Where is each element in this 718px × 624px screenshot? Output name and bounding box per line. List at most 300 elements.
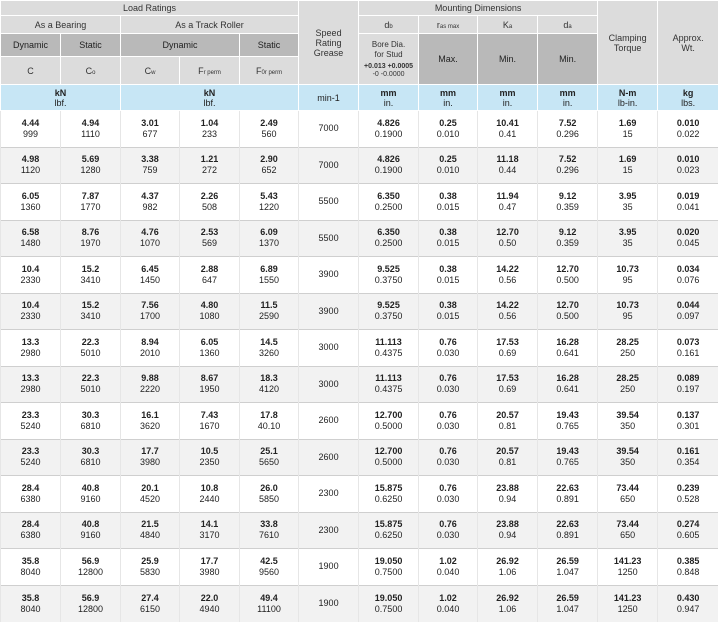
cell-da bbox=[538, 439, 598, 476]
cell-co-imperial: 9160 bbox=[80, 493, 101, 504]
cell-da bbox=[538, 512, 598, 549]
cell-c-imperial: 2330 bbox=[20, 311, 41, 322]
cell-fo-imperial: 3260 bbox=[259, 347, 280, 358]
cell-wt bbox=[658, 585, 718, 622]
cell-fr bbox=[180, 366, 240, 403]
cell-speed: 2300 bbox=[299, 512, 359, 549]
cell-ka bbox=[478, 403, 538, 440]
cell-cw-imperial: 759 bbox=[142, 165, 158, 176]
cell-co-metric: 22.3 bbox=[81, 336, 100, 347]
cell-torque-imperial: 350 bbox=[620, 420, 636, 431]
cell-torque-metric: 141.23 bbox=[613, 555, 642, 566]
cell-wt bbox=[658, 403, 718, 440]
cell-ka-metric: 11.94 bbox=[496, 190, 519, 201]
cell-speed: 7000 bbox=[299, 147, 359, 184]
cell-da-imperial: 1.047 bbox=[556, 603, 579, 614]
cell-c bbox=[1, 330, 61, 367]
cell-c-metric: 35.8 bbox=[21, 592, 40, 603]
cell-fr-metric: 7.43 bbox=[200, 409, 219, 420]
cell-co-metric: 30.3 bbox=[81, 446, 100, 457]
cell-da-metric: 12.70 bbox=[556, 300, 579, 311]
cell-fo-imperial: 5650 bbox=[259, 457, 280, 468]
cell-c bbox=[1, 585, 61, 622]
cell-c-imperial: 6380 bbox=[20, 493, 41, 504]
cell-da-metric: 7.52 bbox=[558, 117, 577, 128]
cell-fo-imperial: 11100 bbox=[257, 603, 281, 614]
cell-da bbox=[538, 330, 598, 367]
cell-speed: 3000 bbox=[299, 366, 359, 403]
cell-ras-imperial: 0.010 bbox=[436, 165, 460, 176]
cell-cw-imperial: 5830 bbox=[139, 566, 161, 577]
cell-ka-metric: 26.92 bbox=[496, 592, 519, 603]
cell-c-metric: 28.4 bbox=[21, 482, 40, 493]
roller-static-header: Static bbox=[240, 34, 299, 57]
cell-fo-imperial: 4120 bbox=[259, 384, 280, 395]
cell-ka-imperial: 0.69 bbox=[498, 347, 517, 358]
cell-c-metric: 23.3 bbox=[21, 409, 40, 420]
cell-cw bbox=[121, 476, 180, 513]
cell-ras-imperial: 0.030 bbox=[436, 457, 460, 468]
cell-da bbox=[538, 147, 598, 184]
table-row bbox=[1, 585, 718, 622]
cell-da-metric: 22.63 bbox=[556, 482, 579, 493]
cell-torque-imperial: 35 bbox=[622, 201, 633, 212]
cell-cw bbox=[121, 111, 180, 148]
cell-wt-metric: 0.137 bbox=[676, 409, 700, 420]
cell-co-metric: 15.2 bbox=[81, 263, 100, 274]
cell-ras-metric: 0.76 bbox=[439, 336, 457, 347]
cell-db bbox=[359, 476, 419, 513]
cell-db-imperial: 0.3750 bbox=[374, 311, 403, 322]
cell-ka bbox=[478, 366, 538, 403]
cell-co-imperial: 12800 bbox=[77, 603, 104, 614]
cell-da-metric: 7.52 bbox=[558, 154, 577, 165]
cell-torque bbox=[598, 439, 658, 476]
mounting-dimensions-header: Mounting Dimensions bbox=[359, 1, 598, 16]
cell-torque-metric: 141.23 bbox=[613, 592, 642, 603]
cell-db-metric: 6.350 bbox=[377, 190, 400, 201]
cell-db-imperial: 0.1900 bbox=[374, 128, 403, 139]
cell-co-imperial: 1970 bbox=[80, 238, 101, 249]
cell-fo-imperial: 5850 bbox=[259, 493, 280, 504]
cell-ka-metric: 17.53 bbox=[496, 373, 519, 384]
cell-ras-metric: 0.38 bbox=[439, 190, 457, 201]
ka-min-header: Min. bbox=[478, 34, 538, 85]
cell-ras-imperial: 0.030 bbox=[436, 384, 460, 395]
cell-c bbox=[1, 512, 61, 549]
cell-c-metric: 6.58 bbox=[21, 227, 40, 238]
cell-ka bbox=[478, 184, 538, 221]
cell-fr-imperial: 4940 bbox=[199, 603, 220, 614]
cell-ka bbox=[478, 330, 538, 367]
cell-ka bbox=[478, 476, 538, 513]
table-row bbox=[1, 330, 718, 367]
cell-c bbox=[1, 257, 61, 294]
cell-db-imperial: 0.1900 bbox=[374, 165, 403, 176]
cell-torque-metric: 28.25 bbox=[616, 373, 639, 384]
cell-ka bbox=[478, 549, 538, 586]
cell-co-imperial: 1280 bbox=[80, 165, 101, 176]
cell-cw-metric: 9.88 bbox=[141, 373, 159, 384]
cell-wt-imperial: 0.161 bbox=[676, 347, 700, 358]
cell-fr-imperial: 1670 bbox=[199, 420, 220, 431]
cell-db-metric: 11.113 bbox=[375, 336, 402, 347]
cell-ka-imperial: 0.81 bbox=[498, 420, 517, 431]
cell-fo bbox=[240, 366, 299, 403]
cell-fo bbox=[240, 293, 299, 330]
cell-wt-imperial: 0.022 bbox=[676, 128, 700, 139]
cell-fr-imperial: 569 bbox=[201, 238, 218, 249]
cell-ras-imperial: 0.030 bbox=[436, 493, 460, 504]
cell-wt-imperial: 0.301 bbox=[676, 420, 700, 431]
cell-c-metric: 35.8 bbox=[21, 555, 40, 566]
cell-fo bbox=[240, 476, 299, 513]
cell-torque bbox=[598, 293, 658, 330]
cell-ras bbox=[419, 476, 478, 513]
cell-cw-imperial: 1450 bbox=[139, 274, 161, 285]
table-row bbox=[1, 549, 718, 586]
cell-co-imperial: 5010 bbox=[80, 384, 101, 395]
cell-co-imperial: 3410 bbox=[80, 311, 101, 322]
cell-fr bbox=[180, 330, 240, 367]
cell-db-metric: 19.050 bbox=[374, 555, 403, 566]
cell-ras bbox=[419, 184, 478, 221]
cell-fr bbox=[180, 220, 240, 257]
cell-ras bbox=[419, 111, 478, 148]
clamping-torque-header: Clamping Torque bbox=[598, 1, 658, 85]
cell-fr-metric: 10.8 bbox=[200, 482, 219, 493]
cell-db bbox=[359, 403, 419, 440]
table-row bbox=[1, 220, 718, 257]
cell-fo-imperial: 652 bbox=[261, 165, 277, 176]
cell-fr bbox=[180, 512, 240, 549]
cell-torque-metric: 10.73 bbox=[616, 300, 639, 311]
cell-c bbox=[1, 549, 61, 586]
cell-fr-imperial: 1080 bbox=[199, 311, 220, 322]
cell-wt bbox=[658, 439, 718, 476]
cell-fr-imperial: 1950 bbox=[199, 384, 220, 395]
cell-c-imperial: 2980 bbox=[20, 347, 41, 358]
cell-ras bbox=[419, 549, 478, 586]
bearing-units: kN lbf. bbox=[1, 85, 121, 111]
cell-c bbox=[1, 366, 61, 403]
cell-ras-metric: 0.76 bbox=[439, 373, 457, 384]
cell-ras bbox=[419, 366, 478, 403]
ras-header: ras max bbox=[419, 16, 478, 34]
cell-c-imperial: 6380 bbox=[20, 530, 41, 541]
weight-units: kg lbs. bbox=[658, 85, 718, 111]
cell-da bbox=[538, 293, 598, 330]
cell-ras-imperial: 0.015 bbox=[436, 311, 460, 322]
speed-rating-header: Speed Rating Grease bbox=[299, 1, 359, 85]
ras-max-header: Max. bbox=[419, 34, 478, 85]
cell-wt-metric: 0.274 bbox=[676, 519, 700, 530]
cell-co-metric: 8.76 bbox=[81, 227, 100, 238]
cell-torque-metric: 3.95 bbox=[618, 190, 637, 201]
cell-ka bbox=[478, 111, 538, 148]
cell-da-imperial: 0.765 bbox=[556, 457, 579, 468]
cell-fr-metric: 2.53 bbox=[200, 227, 219, 238]
cell-ka bbox=[478, 585, 538, 622]
cell-speed: 2300 bbox=[299, 476, 359, 513]
cell-cw-metric: 3.38 bbox=[141, 154, 159, 165]
cell-wt-metric: 0.430 bbox=[676, 592, 700, 603]
cell-speed: 3900 bbox=[299, 293, 359, 330]
cell-db bbox=[359, 330, 419, 367]
cell-wt-imperial: 0.076 bbox=[676, 274, 700, 285]
cell-fo-metric: 25.1 bbox=[260, 446, 278, 457]
cell-co-metric: 4.94 bbox=[81, 117, 100, 128]
cell-cw-metric: 25.9 bbox=[141, 555, 159, 566]
cell-c-metric: 13.3 bbox=[21, 336, 40, 347]
cell-da-imperial: 0.891 bbox=[556, 493, 579, 504]
cell-da-imperial: 0.359 bbox=[556, 201, 579, 212]
cell-torque-imperial: 650 bbox=[620, 530, 636, 541]
cell-ras-metric: 1.02 bbox=[439, 592, 457, 603]
cell-cw-metric: 4.76 bbox=[141, 227, 159, 238]
fr-header: Fr perm bbox=[180, 57, 240, 85]
cell-fo bbox=[240, 220, 299, 257]
cell-fo-metric: 5.43 bbox=[260, 190, 278, 201]
cell-torque-imperial: 250 bbox=[620, 384, 636, 395]
cell-torque bbox=[598, 147, 658, 184]
cell-ka-imperial: 0.56 bbox=[498, 311, 517, 322]
cell-db-metric: 4.826 bbox=[377, 117, 400, 128]
cell-co bbox=[61, 111, 121, 148]
cell-cw-metric: 16.1 bbox=[141, 409, 159, 420]
roller-dynamic-header: Dynamic bbox=[121, 34, 240, 57]
cell-ras-metric: 0.76 bbox=[439, 409, 457, 420]
cell-ka-imperial: 0.94 bbox=[498, 493, 517, 504]
cell-c-metric: 23.3 bbox=[21, 446, 40, 457]
cell-db-imperial: 0.5000 bbox=[374, 457, 403, 468]
cell-ras bbox=[419, 220, 478, 257]
cell-da-metric: 26.59 bbox=[556, 592, 579, 603]
cell-ras-metric: 0.25 bbox=[439, 154, 457, 165]
cell-cw bbox=[121, 366, 180, 403]
cell-torque-metric: 39.54 bbox=[616, 446, 639, 457]
cell-fr-imperial: 1360 bbox=[199, 347, 220, 358]
cell-db-imperial: 0.5000 bbox=[374, 420, 403, 431]
cell-fr-metric: 22.0 bbox=[200, 592, 219, 603]
cell-cw bbox=[121, 512, 180, 549]
cell-fo-metric: 33.8 bbox=[260, 519, 278, 530]
cell-fr-imperial: 233 bbox=[201, 128, 218, 139]
da-units: mm in. bbox=[538, 85, 598, 111]
cell-fr-metric: 1.21 bbox=[200, 154, 219, 165]
table-row bbox=[1, 366, 718, 403]
cell-wt-metric: 0.089 bbox=[676, 373, 700, 384]
cell-da-imperial: 0.891 bbox=[556, 530, 579, 541]
cell-c-metric: 4.44 bbox=[21, 117, 40, 128]
cell-co-imperial: 6810 bbox=[80, 457, 101, 468]
cell-fo bbox=[240, 439, 299, 476]
cell-torque bbox=[598, 184, 658, 221]
cell-fr-metric: 10.5 bbox=[200, 446, 219, 457]
cell-ras-imperial: 0.040 bbox=[436, 566, 460, 577]
cell-wt-metric: 0.073 bbox=[676, 336, 700, 347]
cell-ka-imperial: 0.44 bbox=[498, 165, 517, 176]
cell-ras-metric: 0.76 bbox=[439, 446, 457, 457]
cell-cw-metric: 8.94 bbox=[141, 336, 159, 347]
cell-fr-metric: 2.26 bbox=[200, 190, 219, 201]
cell-torque bbox=[598, 549, 658, 586]
cell-fo bbox=[240, 403, 299, 440]
cell-da-metric: 16.28 bbox=[556, 336, 579, 347]
cell-c-metric: 10.4 bbox=[21, 300, 40, 311]
roller-units: kN lbf. bbox=[121, 85, 299, 111]
cell-ras bbox=[419, 257, 478, 294]
cell-wt-imperial: 0.197 bbox=[676, 384, 700, 395]
cell-co-imperial: 1770 bbox=[80, 201, 101, 212]
cell-da-metric: 9.12 bbox=[558, 190, 577, 201]
cell-co-metric: 56.9 bbox=[81, 592, 100, 603]
fo-header: F0r perm bbox=[240, 57, 299, 85]
approx-weight-header: Approx. Wt. bbox=[658, 1, 718, 85]
cell-fo bbox=[240, 512, 299, 549]
cell-db bbox=[359, 293, 419, 330]
cell-co bbox=[61, 220, 121, 257]
cell-wt bbox=[658, 366, 718, 403]
cell-fr bbox=[180, 403, 240, 440]
table-row bbox=[1, 439, 718, 476]
cell-fo-imperial: 2590 bbox=[259, 311, 280, 322]
as-track-roller-header: As a Track Roller bbox=[121, 16, 299, 34]
cell-wt-metric: 0.010 bbox=[676, 154, 700, 165]
cell-fo-imperial: 1370 bbox=[259, 238, 280, 249]
cell-c-imperial: 999 bbox=[22, 128, 39, 139]
cell-fo-metric: 42.5 bbox=[260, 555, 278, 566]
cell-c-imperial: 8040 bbox=[20, 566, 41, 577]
cell-wt bbox=[658, 549, 718, 586]
table-row bbox=[1, 293, 718, 330]
cell-fo-metric: 14.5 bbox=[260, 336, 278, 347]
cell-cw-metric: 21.5 bbox=[141, 519, 159, 530]
cell-wt-imperial: 0.605 bbox=[676, 530, 700, 541]
cell-c bbox=[1, 403, 61, 440]
cell-co bbox=[61, 330, 121, 367]
cell-fo-metric: 17.8 bbox=[260, 409, 278, 420]
cell-cw-metric: 27.4 bbox=[141, 592, 159, 603]
cell-fr-metric: 17.7 bbox=[200, 555, 219, 566]
cell-co-imperial: 9160 bbox=[80, 530, 101, 541]
cell-ras-metric: 0.38 bbox=[439, 300, 457, 311]
cell-db bbox=[359, 147, 419, 184]
cell-ka-metric: 26.92 bbox=[496, 555, 519, 566]
cell-ka bbox=[478, 257, 538, 294]
table-row bbox=[1, 111, 718, 148]
cell-co-metric: 7.87 bbox=[81, 190, 100, 201]
cell-co bbox=[61, 403, 121, 440]
cell-fo bbox=[240, 549, 299, 586]
cell-ka bbox=[478, 439, 538, 476]
cell-da bbox=[538, 585, 598, 622]
torque-units: N-m lb-in. bbox=[598, 85, 658, 111]
cell-fo-imperial: 560 bbox=[261, 128, 277, 139]
cell-cw-imperial: 6150 bbox=[139, 603, 161, 614]
cell-ras-metric: 0.76 bbox=[439, 482, 457, 493]
cell-ras bbox=[419, 439, 478, 476]
cell-wt-imperial: 0.045 bbox=[676, 238, 700, 249]
cell-torque bbox=[598, 476, 658, 513]
cell-ka-metric: 20.57 bbox=[496, 409, 519, 420]
cell-da bbox=[538, 366, 598, 403]
cell-da-metric: 12.70 bbox=[556, 263, 579, 274]
cell-ka-metric: 14.22 bbox=[496, 300, 519, 311]
cell-ras bbox=[419, 147, 478, 184]
cell-ka bbox=[478, 512, 538, 549]
cell-wt bbox=[658, 512, 718, 549]
cell-wt-imperial: 0.947 bbox=[676, 603, 700, 614]
cell-co bbox=[61, 585, 121, 622]
cell-fo-imperial: 9560 bbox=[259, 566, 280, 577]
load-ratings-header: Load Ratings bbox=[1, 1, 299, 16]
cell-ka-metric: 12.70 bbox=[496, 227, 519, 238]
cell-cw-imperial: 982 bbox=[142, 201, 158, 212]
cell-torque-imperial: 95 bbox=[622, 311, 633, 322]
cell-c-imperial: 1120 bbox=[20, 165, 41, 176]
cell-fr-metric: 6.05 bbox=[200, 336, 219, 347]
cell-cw-imperial: 3620 bbox=[139, 420, 161, 431]
cell-cw bbox=[121, 549, 180, 586]
cell-wt-imperial: 0.097 bbox=[676, 311, 700, 322]
cell-da bbox=[538, 549, 598, 586]
cell-torque bbox=[598, 366, 658, 403]
cell-fr bbox=[180, 184, 240, 221]
cell-fr-metric: 14.1 bbox=[200, 519, 219, 530]
speed-units: min-1 bbox=[299, 85, 359, 111]
cell-db-imperial: 0.3750 bbox=[374, 274, 403, 285]
cell-ka-metric: 10.41 bbox=[496, 117, 519, 128]
cell-c-metric: 28.4 bbox=[21, 519, 40, 530]
cell-cw bbox=[121, 330, 180, 367]
da-min-header: Min. bbox=[538, 34, 598, 85]
cell-torque-imperial: 15 bbox=[622, 128, 633, 139]
cell-ras-imperial: 0.030 bbox=[436, 530, 460, 541]
cell-speed: 2600 bbox=[299, 403, 359, 440]
cell-fo-metric: 6.89 bbox=[260, 263, 278, 274]
cell-co bbox=[61, 184, 121, 221]
cell-c-metric: 4.98 bbox=[21, 154, 40, 165]
cell-co-imperial: 12800 bbox=[77, 566, 104, 577]
cell-fr bbox=[180, 111, 240, 148]
cell-ka-imperial: 0.56 bbox=[498, 274, 517, 285]
cell-fo bbox=[240, 257, 299, 294]
db-header: db bbox=[359, 16, 419, 34]
cell-fr bbox=[180, 293, 240, 330]
cell-c-imperial: 1360 bbox=[20, 201, 41, 212]
cell-da bbox=[538, 220, 598, 257]
cell-da-metric: 26.59 bbox=[556, 555, 579, 566]
cell-wt bbox=[658, 147, 718, 184]
cell-ka-imperial: 0.69 bbox=[498, 384, 517, 395]
cell-torque bbox=[598, 585, 658, 622]
table-row bbox=[1, 512, 718, 549]
cell-co-metric: 5.69 bbox=[81, 154, 100, 165]
cell-da-imperial: 0.641 bbox=[556, 347, 579, 358]
cell-co-metric: 22.3 bbox=[81, 373, 100, 384]
cell-db bbox=[359, 111, 419, 148]
cell-speed: 3000 bbox=[299, 330, 359, 367]
cell-cw bbox=[121, 293, 180, 330]
cell-db-metric: 9.525 bbox=[377, 300, 400, 311]
cell-wt bbox=[658, 111, 718, 148]
table-body bbox=[1, 111, 718, 622]
cell-torque-metric: 39.54 bbox=[616, 409, 639, 420]
cell-torque bbox=[598, 403, 658, 440]
cell-co-metric: 15.2 bbox=[81, 300, 100, 311]
cell-cw bbox=[121, 184, 180, 221]
